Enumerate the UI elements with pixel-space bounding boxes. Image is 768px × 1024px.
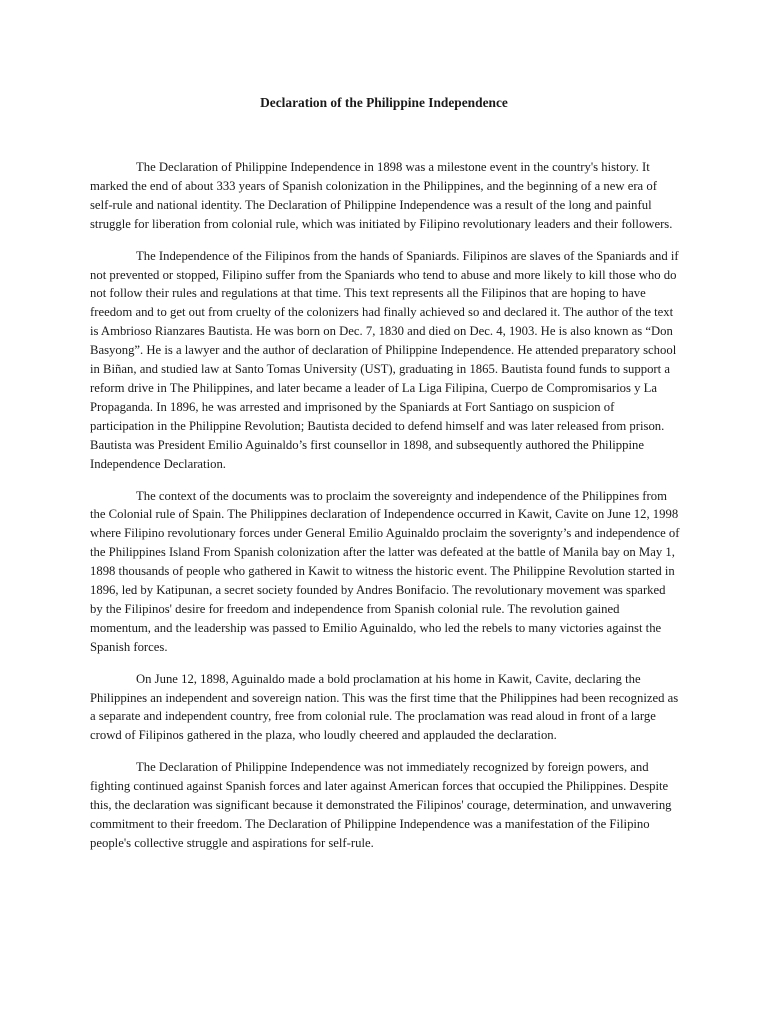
document-body: [90, 158, 680, 866]
paragraph-5: The Declaration of Philippine Independence was not immediately recognized by foreign powers, and fighting continued against Spanish forces and later against American forces that occupied the Philippines. Despite this, the declaration was significant because it demonstrated the Filipinos' courage, determination, and unwavering commitment to their freedom. The Declaration of Philippine Independence was a manifestation of the Filipino people's collective struggle and aspirations for self-rule.: [90, 760, 672, 850]
paragraph-4: On June 12, 1898, Aguinaldo made a bold proclamation at his home in Kawit, Cavite, declaring the Philippines an independent and sovereign nation. This was the first time that the Philippines had been recognized as a separate and independent country, free from colonial rule. The proclamation was read aloud in front of a large crowd of Filipinos gathered in the plaza, who loudly cheered and applauded the declaration.: [90, 671, 679, 743]
paragraph-3: The context of the documents was to proclaim the sovereignty and independence of the Philippines from the Colonial rule of Spain. The Philippines declaration of Independence occurred in Kawit, Cavite on June 12, 1998 where Filipino revolutionary forces under General Emilio Aguinaldo proclaim the soverignty’s and independence of the Philippines Island From Spanish colonization after the latter was defeated at the battle of Manila bay on May 1, 1898 thousands of people who gathered in Kawit to witness the historic event. The Philippine Revolution started in 1896, led by Katipunan, a secret society founded by Andres Bonifacio. The revolutionary movement was sparked by the Filipinos' desire for freedom and independence from Spanish colonial rule. The revolution gained momentum, and the leadership was passed to Emilio Aguinaldo, who led the rebels to many victories against the Spanish forces.: [90, 488, 680, 654]
paragraph-2: The Independence of the Filipinos from the hands of Spaniards. Filipinos are slaves of the Spaniards and if not prevented or stopped, Filipino suffer from the Spaniards who tend to abuse and more likely to kill those who do not follow their rules and regulations at that time. This text represents all the Filipinos that are hoping to have freedom and to get out from cruelty of the colonizers had finally achieved so and declared it. The author of the text is Ambrioso Rianzares Bautista. He was born on Dec. 7, 1830 and died on Dec. 4, 1903. He is also known as “Don Basyong”. He is a lawyer and the author of declaration of Philippine Independence. He attended preparatory school in Biñan, and studied law at Santo Tomas University (UST), graduating in 1865. Bautista found funds to support a reform drive in The Philippines, and later became a leader of La Liga Filipina, Cuerpo de Compromisarios y La Propaganda. In 1896, he was arrested and imprisoned by the Spaniards at Fort Santiago on suspicion of participation in the Philippine Revolution; Bautista decided to defend himself and was later released from prison. Bautista was President Emilio Aguinaldo’s first counsellor in 1898, and subsequently authored the Philippine Independence Declaration.: [90, 248, 679, 471]
paragraph-1: The Declaration of Philippine Independence in 1898 was a milestone event in the country's history. It marked the end of about 333 years of Spanish colonization in the Philippines, and the beginning of a new era of self-rule and national identity. The Declaration of Philippine Independence was a result of the long and painful struggle for liberation from colonial rule, which was initiated by Filipino revolutionary leaders and their followers.: [90, 160, 673, 231]
document-title: Declaration of the Philippine Independence: [260, 95, 508, 110]
